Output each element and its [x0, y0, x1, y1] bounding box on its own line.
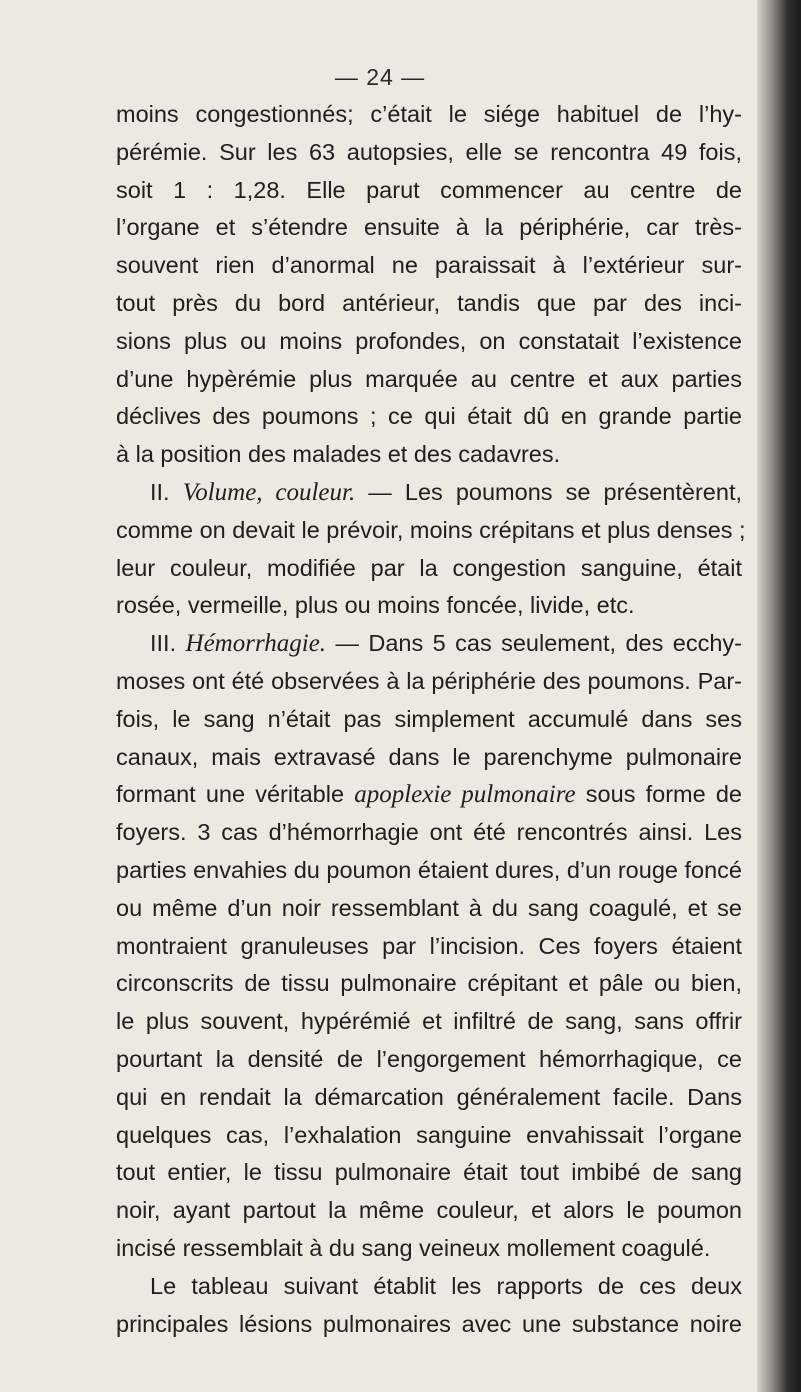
text-line	[116, 398, 742, 436]
text-line	[116, 474, 742, 512]
text-line	[116, 209, 742, 247]
text-line	[116, 852, 742, 890]
text-run: tout près du bord antérieur, tandis que par des inci-	[116, 289, 742, 316]
text-run: moins congestionnés; c’était le siége habituel de l’hy-	[116, 101, 742, 127]
text-line	[116, 1117, 742, 1155]
page-edge-shadow	[757, 0, 801, 1392]
text-line	[116, 776, 742, 814]
text-line	[116, 965, 742, 1003]
text-line	[116, 701, 742, 739]
text-line	[116, 361, 742, 399]
text-run: soit 1 : 1,28. Elle parut commencer au centre de	[116, 176, 742, 203]
text-line	[116, 247, 742, 285]
text-run: III.	[150, 630, 186, 657]
text-run: qui en rendait la démarcation généralement facile. Dans	[116, 1083, 742, 1110]
italic-text: Hémorrhagie.	[185, 630, 327, 658]
text-line	[116, 1268, 742, 1306]
text-run: souvent rien d’anormal ne paraissait à l’extérieur sur-	[116, 252, 742, 279]
text-run: l’organe et s’étendre ensuite à la périphérie, car très-	[116, 214, 742, 241]
text-line	[116, 928, 742, 966]
text-line	[116, 1192, 742, 1230]
italic-text: Volume, couleur.	[182, 478, 356, 506]
text-run: montraient granuleuses par l’incision. Ces foyers étaient	[116, 932, 742, 959]
text-line	[116, 1079, 742, 1117]
text-run: sions plus ou moins profondes, on constatait l’existence	[116, 327, 742, 354]
text-line	[116, 1230, 742, 1268]
text-line	[116, 1154, 742, 1192]
text-line	[116, 1041, 742, 1079]
body-text	[116, 96, 746, 1343]
text-run: formant une véritable	[116, 781, 355, 808]
text-run: tout entier, le tissu pulmonaire était tout imbibé de sang	[116, 1159, 742, 1186]
text-run: le plus souvent, hypérémié et infiltré de sang, sans offrir	[116, 1008, 742, 1035]
text-run: II.	[150, 478, 183, 505]
text-run: sous forme de	[575, 781, 742, 808]
text-line	[116, 285, 742, 323]
text-run: parties envahies du poumon étaient dures, d’un rouge foncé	[116, 856, 742, 883]
text-line	[116, 550, 742, 588]
text-run: foyers. 3 cas d’hémorrhagie ont été rencontrés ainsi. Les	[116, 819, 742, 846]
text-run: leur couleur, modifiée par la congestion sanguine, était	[116, 554, 742, 581]
text-run: à la position des malades et des cadavres.	[116, 441, 561, 468]
text-run: noir, ayant partout la même couleur, et alors le poumon	[116, 1197, 742, 1224]
text-line	[116, 172, 742, 210]
text-line	[116, 587, 742, 625]
text-line	[116, 96, 742, 134]
text-line	[116, 814, 742, 852]
text-line	[116, 890, 742, 928]
italic-text: apoplexie pulmonaire	[354, 781, 576, 809]
text-run: Le tableau suivant établit les rapports de ces deux	[150, 1272, 742, 1299]
text-run: comme on devait le prévoir, moins crépitans et plus denses ;	[116, 516, 746, 543]
text-line	[116, 625, 742, 663]
text-run: déclives des poumons ; ce qui était dû en grande partie	[116, 403, 742, 430]
text-line	[116, 512, 746, 550]
text-run: — Dans 5 cas seulement, des ecchy-	[326, 630, 742, 657]
text-line	[116, 1306, 742, 1344]
text-run: canaux, mais extravasé dans le parenchyme pulmonaire	[116, 743, 742, 770]
text-line	[116, 1003, 742, 1041]
text-line	[116, 436, 742, 474]
text-run: principales lésions pulmonaires avec une substance noire	[116, 1310, 742, 1337]
text-run: rosée, vermeille, plus ou moins foncée, livide, etc.	[116, 592, 635, 619]
text-run: fois, le sang n’était pas simplement accumulé dans ses	[116, 705, 742, 732]
text-run: quelques cas, l’exhalation sanguine envahissait l’organe	[116, 1121, 742, 1148]
text-run: pérémie. Sur les 63 autopsies, elle se rencontra 49 fois,	[116, 138, 742, 165]
text-run: moses ont été observées à la périphérie des poumons. Par-	[116, 667, 742, 694]
text-line	[116, 134, 742, 172]
page-number: — 24 —	[334, 64, 426, 90]
text-run: incisé ressemblait à du sang veineux mollement coagulé.	[116, 1234, 711, 1261]
text-run: ou même d’un noir ressemblant à du sang coagulé, et se	[116, 894, 742, 921]
text-line	[116, 739, 742, 777]
text-line	[116, 663, 742, 701]
text-run: d’une hypèrémie plus marquée au centre et aux parties	[116, 365, 742, 392]
text-run: — Les poumons se présentèrent,	[355, 478, 742, 505]
text-run: circonscrits de tissu pulmonaire crépitant et pâle ou bien,	[116, 970, 742, 997]
text-run: pourtant la densité de l’engorgement hémorrhagique, ce	[116, 1045, 742, 1072]
text-line	[116, 323, 742, 361]
